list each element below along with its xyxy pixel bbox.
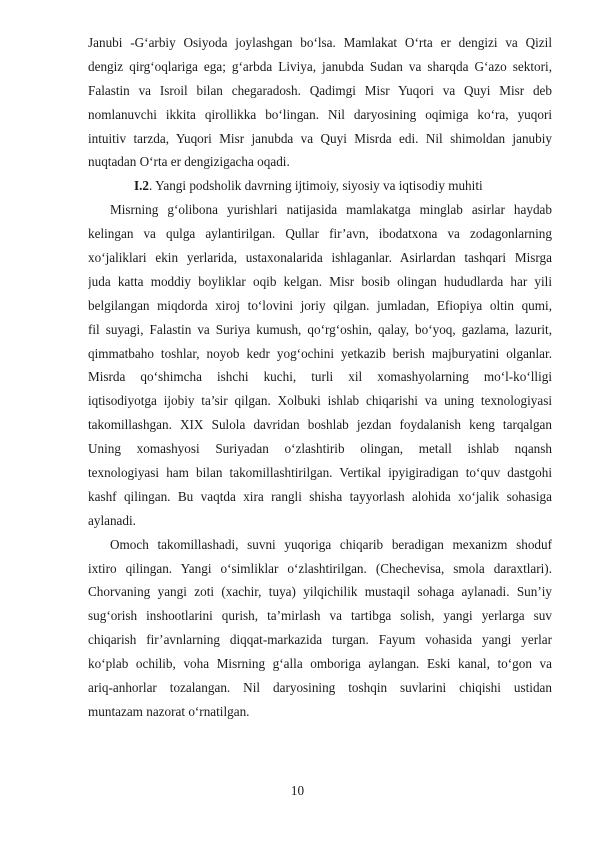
text-line: Uning xomashyosi Suriyadan o‘zlashtirib olingan, metall ishlab nqansh — [88, 441, 552, 457]
text-line: Chorvaning yangi zoti (xachir, tuya) yilqichilik mustaqil sohaga aylanadi. Sun’iy — [88, 584, 552, 600]
text-line: Misrda qo‘shimcha ishchi kuchi, turli xil xomashyolarning mo‘l-ko‘lligi — [88, 369, 552, 385]
text-line: nuqtadan O‘rta er dengizigacha oqadi. — [88, 154, 290, 170]
text-line: qimmatbaho toshlar, noyob kedr yog‘ochini yetkazib berish majburyatini olganlar. — [88, 345, 552, 361]
paragraph-3 — [88, 533, 552, 724]
text-line: aylanadi. — [88, 512, 136, 528]
text-line: sug‘orish inshootlarini qurish, ta’mirlash va tartibga solish, yangi yerlarga suv — [88, 608, 552, 624]
text-line: Janubi -G‘arbiy Osiyoda joylashgan bo‘lsa. Mamlakat O‘rta er dengizi va Qizil — [88, 35, 552, 50]
text-line: chiqarish fir’avnlarning diqqat-markazida turgan. Fayum vohasida yangi yerlar — [88, 632, 552, 648]
text-line: ariq-anhorlar tozalangan. Nil daryosining toshqin suvlarini chiqishi ustidan — [88, 680, 552, 696]
section-title: . Yangi podsholik davrning ijtimoiy, siyosiy va iqtisodiy muhiti — [149, 178, 483, 194]
text-line: intuitiv tarzda, Yuqori Misr janubda va Quyi Misrda edi. Nil shimoldan janubiy — [88, 130, 552, 146]
text-line: nomlanuvchi ikkita qirollikka bo‘lingan. Nil daryosining oqimiga ko‘ra, yuqori — [88, 106, 552, 122]
text-line: kelingan va qulga aylantirilgan. Qullar fir’avn, ibodatxona va zodagonlarning — [88, 226, 552, 242]
text-line: takomillashgan. XIX Sulola davridan boshlab jezdan foydalanish keng tarqalgan — [88, 417, 552, 433]
section-number: I.2 — [134, 178, 150, 194]
text-line: fil suyagi, Falastin va Suriya kumush, qo‘rg‘oshin, qalay, bo‘yoq, gazlama, lazurit, — [88, 321, 552, 337]
text-line: iqtisodiyotga ijobiy ta’sir qilgan. Xolbuki ishlab chiqarishi va uning texnologiyasi — [88, 393, 552, 409]
text-line: ixtiro qilingan. Yangi o‘simliklar o‘zlashtirilgan. (Chechevisa, smola daraxtlari). — [88, 560, 552, 576]
text-line: Misrning g‘olibona yurishlari natijasida mamlakatga minglab asirlar haydab — [110, 202, 552, 218]
paragraph-1 — [88, 31, 552, 174]
section-heading — [88, 174, 552, 198]
text-line: dengiz qirg‘oqlariga ega; g‘arbda Liviya, janubda Sudan va sharqda G‘azo sektori, — [88, 58, 552, 74]
page-number: 10 — [290, 783, 305, 798]
body-text — [88, 31, 552, 724]
text-line: muntazam nazorat o‘rnatilgan. — [88, 703, 250, 719]
text-line: belgilangan miqdorda xiroj to‘lovini joriy qilgan. jumladan, Efiopiya oltin qumi, — [88, 297, 552, 313]
text-line: Falastin va Isroil bilan chegaradosh. Qadimgi Misr Yuqori va Quyi Misr deb — [88, 82, 552, 98]
text-line: ko‘plab ochilib, voha Misrning g‘alla omboriga aylangan. Eski kanal, to‘gon va — [88, 656, 552, 672]
text-line: Omoch takomillashadi, suvni yuqoriga chiqarib beradigan mexanizm shoduf — [110, 536, 552, 552]
text-line: texnologiyasi ham bilan takomillashtirilgan. Vertikal ipyigiradigan to‘quv dastgohi — [88, 465, 552, 481]
text-line: juda katta moddiy boyliklar oqib kelgan. Misr bosib olingan hududlarda har yili — [88, 273, 552, 289]
paragraph-2 — [88, 198, 552, 532]
text-line: xo‘jaliklari ekin yerlarida, ustaxonalarida ishlaganlar. Asirlardan tashqari Misrga — [88, 250, 552, 266]
text-line: kashf qilingan. Bu vaqtda xira rangli shisha tayyorlash alohida xo‘jalik sohasiga — [88, 488, 552, 504]
